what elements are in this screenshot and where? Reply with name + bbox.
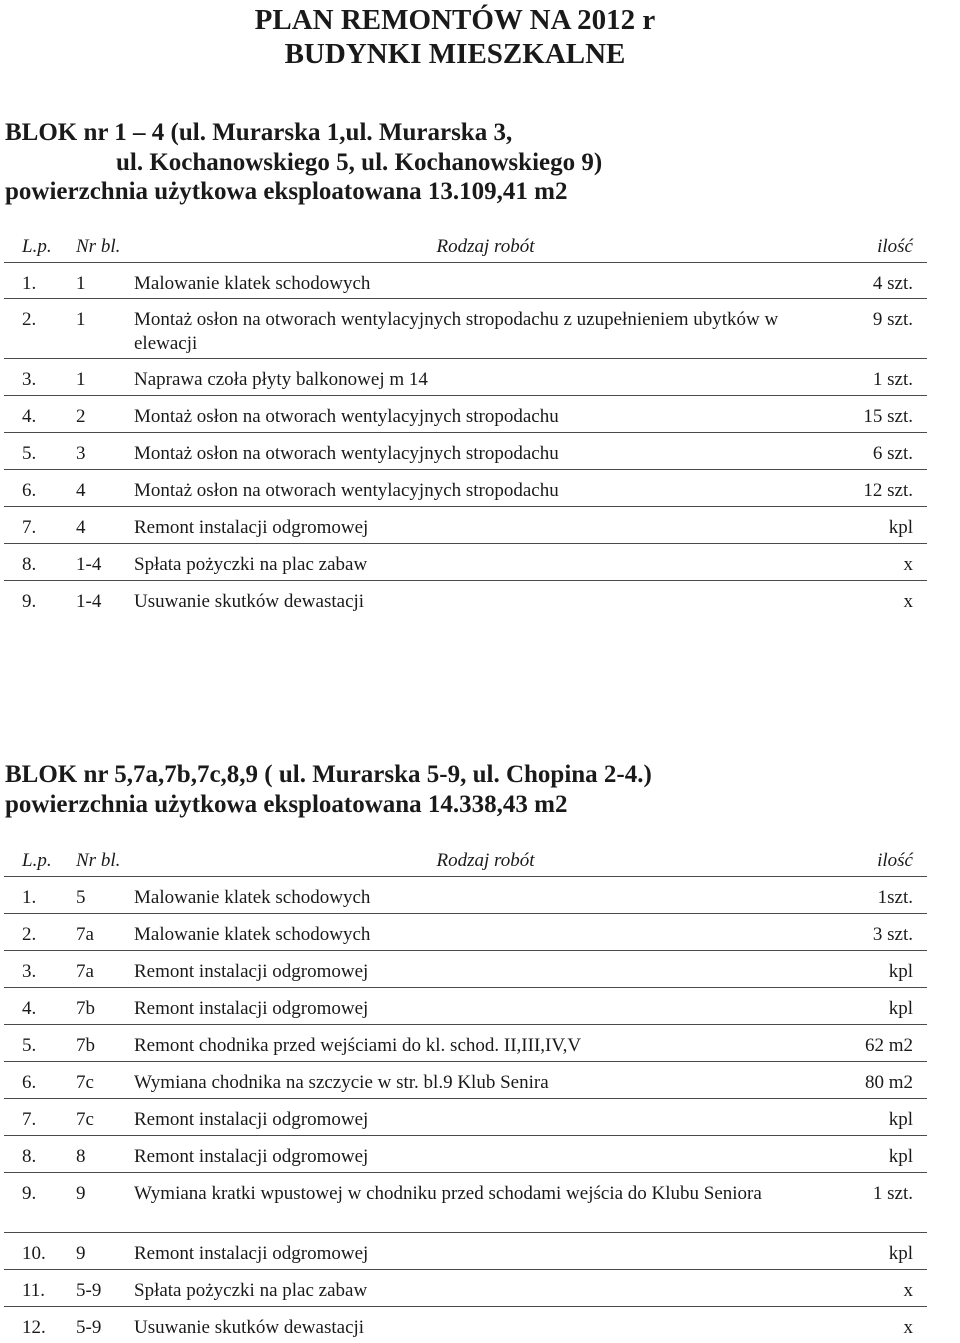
row-work-type: Usuwanie skutków dewastacji — [134, 1307, 837, 1343]
row-work-type: Remont chodnika przed wejściami do kl. schod. II,III,IV,V — [134, 1025, 837, 1062]
row-quantity: kpl — [837, 1233, 927, 1270]
table-row — [4, 359, 927, 396]
row-block-nr: 2 — [56, 396, 134, 433]
table-row — [4, 1233, 927, 1270]
row-quantity: 12 szt. — [837, 470, 927, 507]
table-row — [4, 914, 927, 951]
row-lp: 12. — [4, 1307, 56, 1343]
table-row — [4, 1136, 927, 1173]
row-work-type: Remont instalacji odgromowej — [134, 507, 837, 544]
block2-rows — [4, 877, 927, 1343]
block1-rows — [4, 263, 927, 618]
col-qty-header: ilość — [837, 227, 927, 263]
col-nr-header: Nr bl. — [56, 227, 134, 263]
row-quantity: x — [837, 581, 927, 618]
row-lp: 3. — [4, 951, 56, 988]
col-work-header: Rodzaj robót — [134, 227, 837, 263]
row-work-type: Montaż osłon na otworach wentylacyjnych stropodachu — [134, 433, 837, 470]
row-work-type: Montaż osłon na otworach wentylacyjnych stropodachu — [134, 396, 837, 433]
row-block-nr: 1 — [56, 263, 134, 299]
row-work-type: Montaż osłon na otworach wentylacyjnych stropodachu — [134, 470, 837, 507]
row-lp: 1. — [4, 263, 56, 299]
table-row — [4, 1173, 927, 1233]
table-row — [4, 988, 927, 1025]
table-row — [4, 1062, 927, 1099]
document-title-line2: BUDYNKI MIESZKALNE — [0, 38, 910, 71]
table-header-row — [4, 227, 927, 263]
table-row — [4, 877, 927, 914]
row-lp: 8. — [4, 544, 56, 581]
row-lp: 7. — [4, 1099, 56, 1136]
row-block-nr: 5 — [56, 877, 134, 914]
row-work-type: Usuwanie skutków dewastacji — [134, 581, 837, 618]
row-lp: 6. — [4, 470, 56, 507]
document-title-line1: PLAN REMONTÓW NA 2012 r — [0, 4, 910, 37]
block1-heading-line2: ul. Kochanowskiego 5, ul. Kochanowskiego 9) — [116, 148, 602, 177]
row-work-type: Spłata pożyczki na plac zabaw — [134, 1270, 837, 1307]
row-block-nr: 4 — [56, 470, 134, 507]
table-row — [4, 951, 927, 988]
row-work-type: Remont instalacji odgromowej — [134, 1099, 837, 1136]
row-lp: 1. — [4, 877, 56, 914]
row-work-type: Naprawa czoła płyty balkonowej m 14 — [134, 359, 837, 396]
row-quantity: 62 m2 — [837, 1025, 927, 1062]
row-work-type: Wymiana chodnika na szczycie w str. bl.9 Klub Senira — [134, 1062, 837, 1099]
table-row — [4, 581, 927, 618]
row-work-type: Malowanie klatek schodowych — [134, 914, 837, 951]
row-lp: 8. — [4, 1136, 56, 1173]
row-lp: 11. — [4, 1270, 56, 1307]
row-lp: 9. — [4, 581, 56, 618]
table-row — [4, 263, 927, 299]
table-row — [4, 433, 927, 470]
table-row — [4, 396, 927, 433]
row-quantity: x — [837, 544, 927, 581]
col-lp-header: L.p. — [4, 841, 56, 877]
row-block-nr: 9 — [56, 1233, 134, 1270]
row-block-nr: 1 — [56, 359, 134, 396]
row-work-type: Remont instalacji odgromowej — [134, 988, 837, 1025]
row-work-type: Remont instalacji odgromowej — [134, 951, 837, 988]
row-quantity: x — [837, 1270, 927, 1307]
row-block-nr: 7b — [56, 1025, 134, 1062]
row-lp: 4. — [4, 396, 56, 433]
row-block-nr: 9 — [56, 1173, 134, 1233]
row-quantity: 1szt. — [837, 877, 927, 914]
row-lp: 9. — [4, 1173, 56, 1233]
row-work-type: Spłata pożyczki na plac zabaw — [134, 544, 837, 581]
row-block-nr: 7c — [56, 1062, 134, 1099]
col-work-header: Rodzaj robót — [134, 841, 837, 877]
row-quantity: 1 szt. — [837, 1173, 927, 1233]
row-quantity: 9 szt. — [837, 299, 927, 359]
table-row — [4, 299, 927, 359]
block1-heading-line1: BLOK nr 1 – 4 (ul. Murarska 1,ul. Murarska 3, — [5, 118, 512, 147]
table-row — [4, 1099, 927, 1136]
block2-heading-line1: BLOK nr 5,7a,7b,7c,8,9 ( ul. Murarska 5-9, ul. Chopina 2-4.) — [5, 760, 652, 789]
table-row — [4, 1307, 927, 1343]
col-lp-header: L.p. — [4, 227, 56, 263]
block2-works-table — [4, 841, 927, 1343]
row-work-type: Malowanie klatek schodowych — [134, 263, 837, 299]
row-work-type: Malowanie klatek schodowych — [134, 877, 837, 914]
row-block-nr: 1-4 — [56, 581, 134, 618]
row-block-nr: 5-9 — [56, 1270, 134, 1307]
row-block-nr: 7b — [56, 988, 134, 1025]
block1-works-table — [4, 227, 927, 617]
table-row — [4, 1025, 927, 1062]
table-row — [4, 470, 927, 507]
row-work-type: Remont instalacji odgromowej — [134, 1233, 837, 1270]
row-lp: 7. — [4, 507, 56, 544]
row-block-nr: 1 — [56, 299, 134, 359]
row-quantity: kpl — [837, 951, 927, 988]
col-nr-header: Nr bl. — [56, 841, 134, 877]
row-lp: 3. — [4, 359, 56, 396]
row-quantity: kpl — [837, 988, 927, 1025]
row-block-nr: 7c — [56, 1099, 134, 1136]
row-quantity: kpl — [837, 1136, 927, 1173]
block1-area: powierzchnia użytkowa eksploatowana 13.109,41 m2 — [5, 177, 568, 206]
row-quantity: 80 m2 — [837, 1062, 927, 1099]
row-block-nr: 7a — [56, 951, 134, 988]
row-lp: 2. — [4, 914, 56, 951]
row-lp: 2. — [4, 299, 56, 359]
row-block-nr: 7a — [56, 914, 134, 951]
row-lp: 10. — [4, 1233, 56, 1270]
table-row — [4, 1270, 927, 1307]
row-quantity: 6 szt. — [837, 433, 927, 470]
row-quantity: x — [837, 1307, 927, 1343]
row-work-type: Remont instalacji odgromowej — [134, 1136, 837, 1173]
row-quantity: kpl — [837, 1099, 927, 1136]
row-quantity: 3 szt. — [837, 914, 927, 951]
row-lp: 6. — [4, 1062, 56, 1099]
row-lp: 5. — [4, 433, 56, 470]
row-work-type: Wymiana kratki wpustowej w chodniku przed schodami wejścia do Klubu Seniora — [134, 1173, 837, 1233]
table-row — [4, 544, 927, 581]
table-header-row — [4, 841, 927, 877]
row-block-nr: 8 — [56, 1136, 134, 1173]
row-work-type: Montaż osłon na otworach wentylacyjnych stropodachu z uzupełnieniem ubytków w elewacji — [134, 299, 837, 359]
block2-area: powierzchnia użytkowa eksploatowana 14.338,43 m2 — [5, 790, 568, 819]
row-block-nr: 5-9 — [56, 1307, 134, 1343]
row-lp: 4. — [4, 988, 56, 1025]
row-block-nr: 4 — [56, 507, 134, 544]
row-block-nr: 3 — [56, 433, 134, 470]
row-quantity: 15 szt. — [837, 396, 927, 433]
row-quantity: 4 szt. — [837, 263, 927, 299]
table-row — [4, 507, 927, 544]
row-lp: 5. — [4, 1025, 56, 1062]
row-quantity: kpl — [837, 507, 927, 544]
row-quantity: 1 szt. — [837, 359, 927, 396]
col-qty-header: ilość — [837, 841, 927, 877]
row-block-nr: 1-4 — [56, 544, 134, 581]
